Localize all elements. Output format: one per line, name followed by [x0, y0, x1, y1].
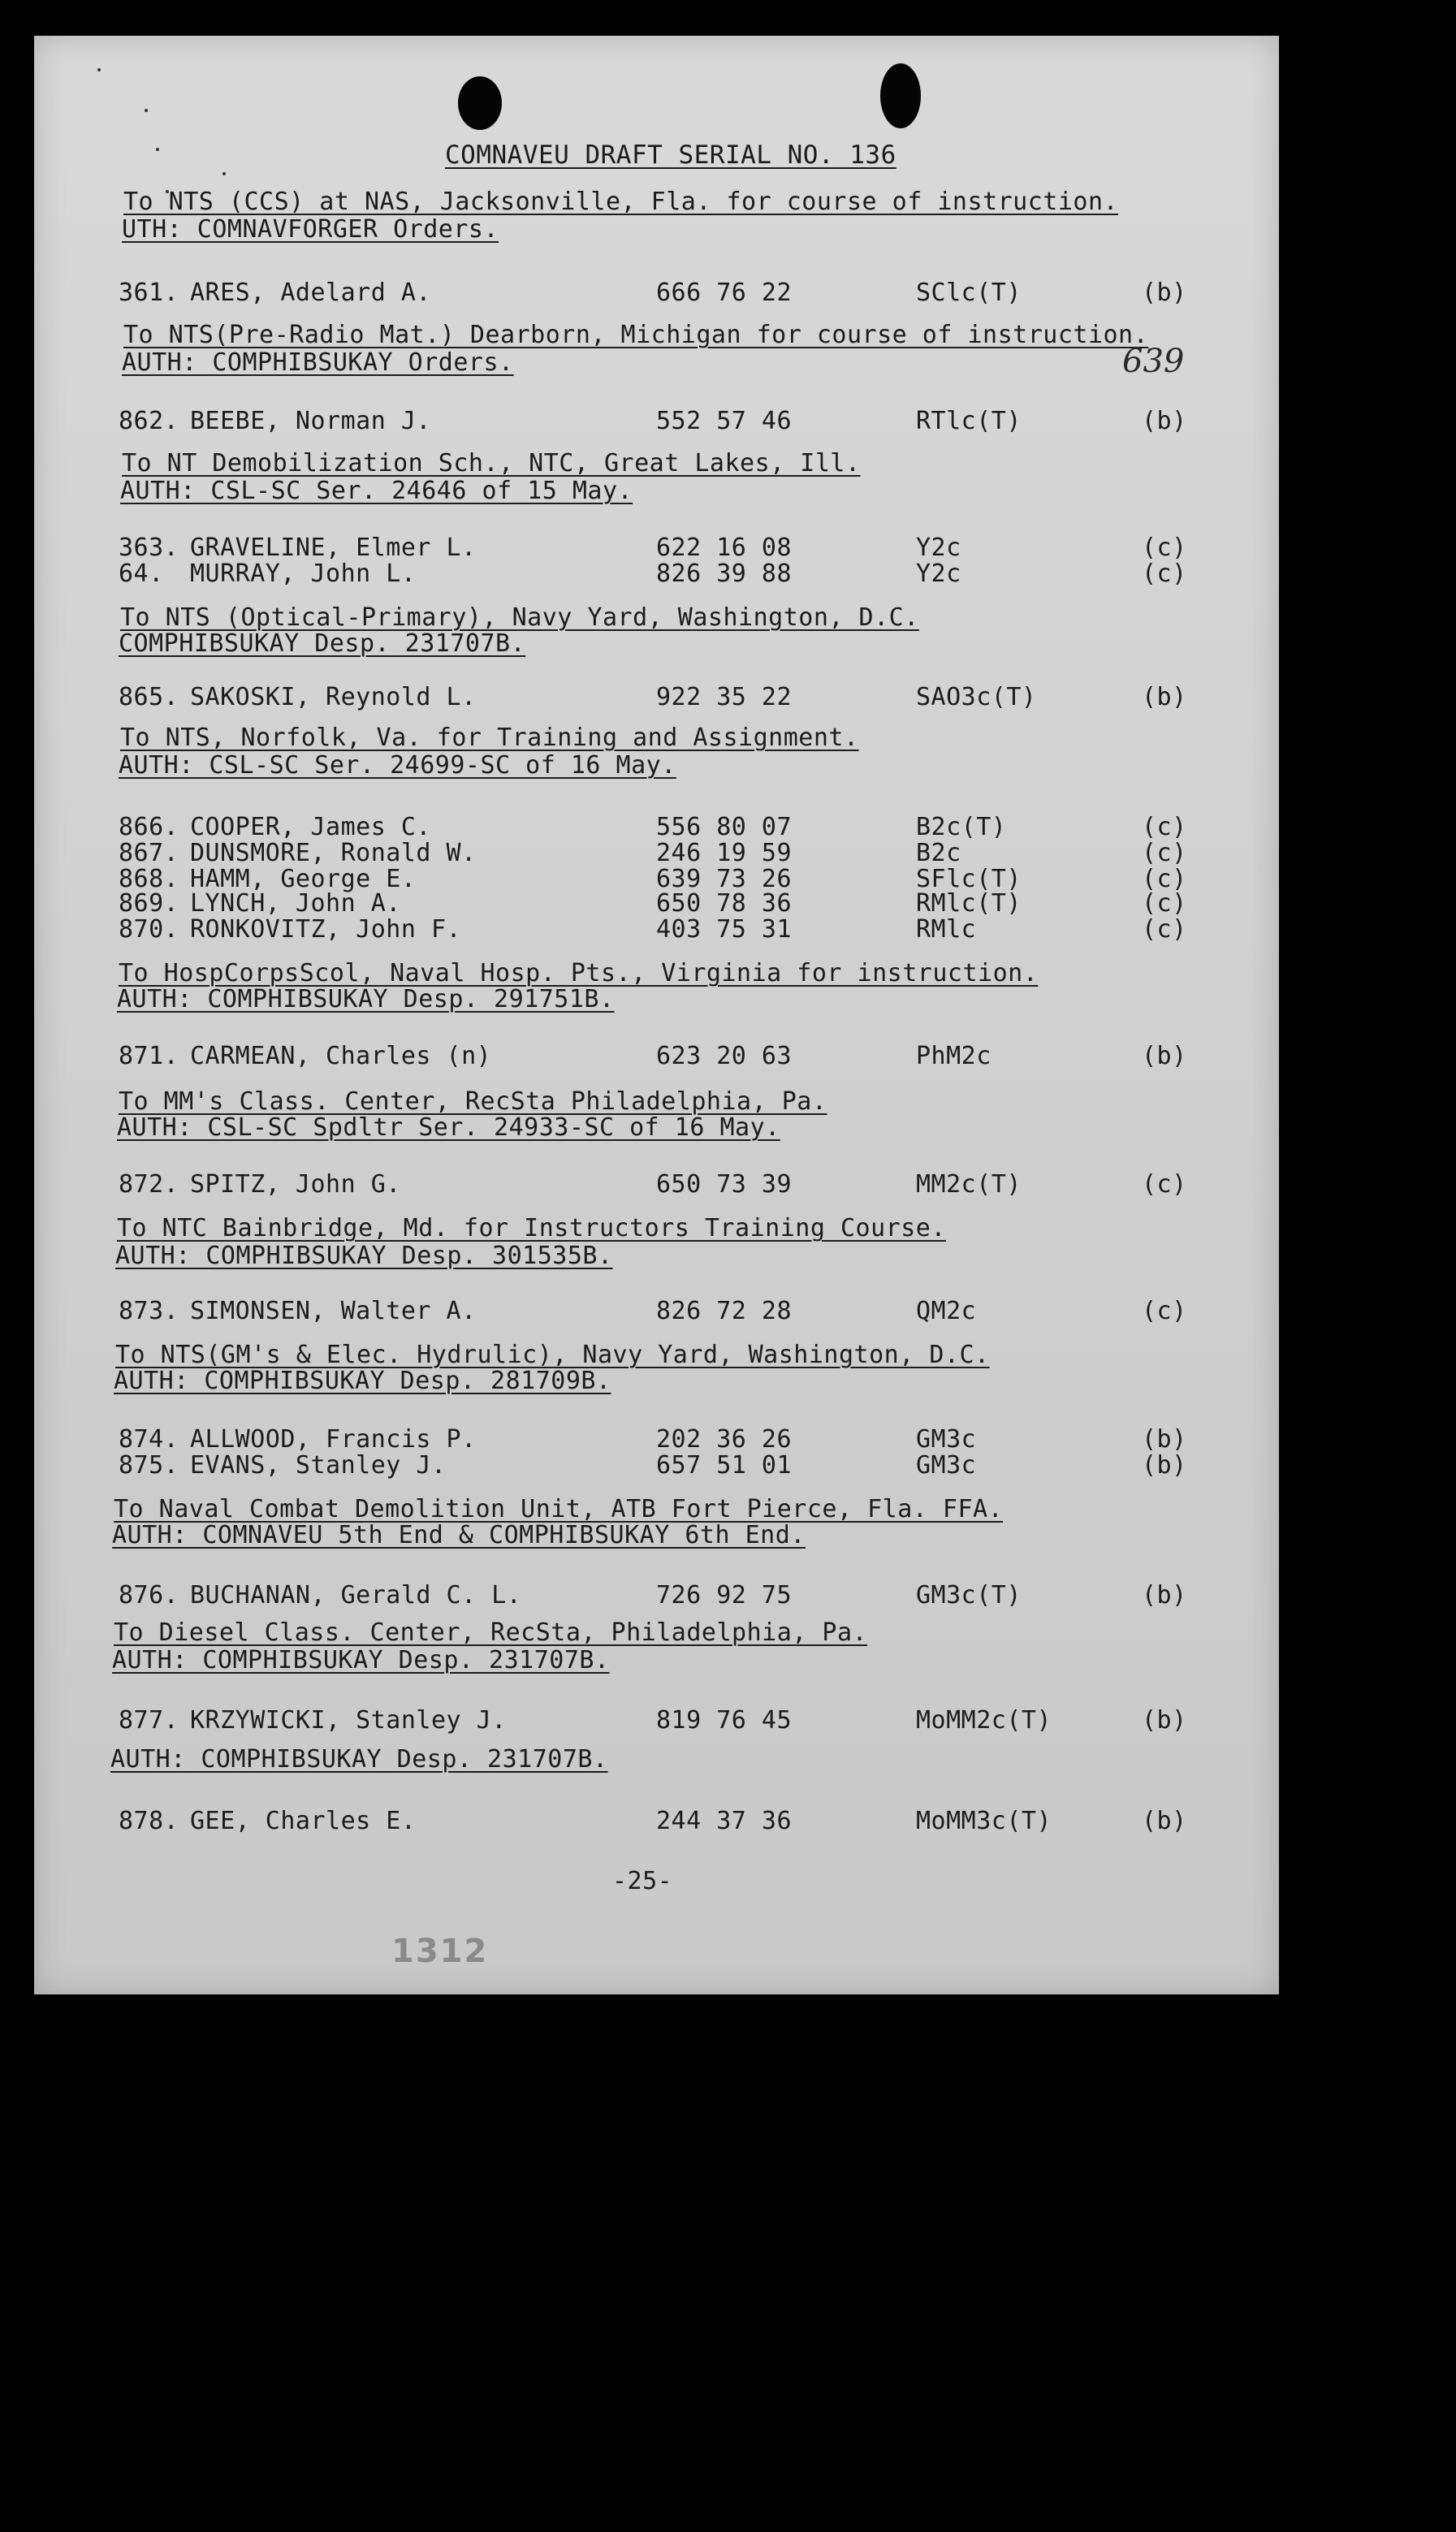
entry-rate: GM3c — [916, 1451, 977, 1480]
entry-code: (b) — [1142, 1042, 1187, 1070]
entry-rate: GM3c(T) — [916, 1581, 1022, 1610]
entry-rate: Y2c — [916, 534, 961, 562]
entry-number: 361. — [119, 279, 179, 307]
entry-serial: 623 20 63 — [656, 1042, 793, 1070]
speck — [97, 68, 101, 71]
entry-serial: 552 57 46 — [656, 407, 793, 435]
entry-rate: MoMM2c(T) — [916, 1706, 1052, 1735]
entry-number: 868. — [119, 865, 179, 893]
entry-code: (b) — [1142, 1581, 1187, 1610]
entry-name: ARES, Adelard A. — [190, 279, 431, 307]
entry-code: (c) — [1142, 813, 1187, 841]
authority-line: AUTH: COMNAVEU 5th End & COMPHIBSUKAY 6th End. — [112, 1521, 806, 1549]
document-title: COMNAVEU DRAFT SERIAL NO. 136 — [445, 140, 896, 170]
entry-serial: 403 75 31 — [656, 915, 793, 944]
entry-number: 866. — [119, 813, 179, 841]
entry-rate: SFlc(T) — [916, 865, 1022, 893]
entry-number: 874. — [119, 1425, 179, 1454]
entry-serial: 726 92 75 — [656, 1581, 793, 1610]
entry-code: (b) — [1142, 1451, 1187, 1480]
entry-number: 875. — [119, 1451, 179, 1480]
entry-serial: 556 80 07 — [656, 813, 793, 841]
entry-serial: 622 16 08 — [656, 534, 793, 562]
entry-code: (b) — [1142, 683, 1187, 711]
entry-serial: 826 72 28 — [656, 1297, 793, 1325]
entry-serial: 666 76 22 — [656, 279, 793, 307]
entry-name: MURRAY, John L. — [190, 560, 417, 588]
stamp-number: 1312 — [391, 1933, 489, 1970]
entry-number: 877. — [119, 1706, 179, 1735]
entry-name: ALLWOOD, Francis P. — [190, 1425, 477, 1454]
destination-line: To NT Demobilization Sch., NTC, Great Lakes, Ill. — [122, 449, 861, 477]
entry-serial: 826 39 88 — [656, 560, 793, 588]
entry-rate: RTlc(T) — [916, 407, 1022, 435]
entry-serial: 657 51 01 — [656, 1451, 793, 1480]
entry-code: (b) — [1142, 1807, 1187, 1835]
entry-name: EVANS, Stanley J. — [190, 1451, 447, 1480]
entry-serial: 639 73 26 — [656, 865, 793, 893]
entry-rate: SAO3c(T) — [916, 683, 1037, 711]
entry-name: DUNSMORE, Ronald W. — [190, 839, 477, 867]
authority-line: AUTH: CSL-SC Spdltr Ser. 24933-SC of 16 May. — [117, 1113, 780, 1142]
entry-name: SIMONSEN, Walter A. — [190, 1297, 477, 1325]
entry-serial: 922 35 22 — [656, 683, 793, 711]
authority-line: AUTH: CSL-SC Ser. 24699-SC of 16 May. — [119, 751, 676, 780]
authority-line: AUTH: COMPHIBSUKAY Desp. 231707B. — [112, 1646, 610, 1674]
entry-name: CARMEAN, Charles (n) — [190, 1042, 492, 1070]
destination-line: To Diesel Class. Center, RecSta, Philadelphia, Pa. — [114, 1618, 868, 1647]
entry-name: COOPER, James C. — [190, 813, 431, 841]
entry-serial: 246 19 59 — [656, 839, 793, 867]
entry-code: (b) — [1142, 1706, 1187, 1735]
entry-serial: 202 36 26 — [656, 1425, 793, 1454]
authority-line: AUTH: COMPHIBSUKAY Desp. 281709B. — [114, 1367, 611, 1395]
entry-number: 865. — [119, 683, 179, 711]
page-number: -25- — [612, 1867, 673, 1895]
handwritten-mark: 639 — [1122, 343, 1185, 380]
entry-name: BEEBE, Norman J. — [190, 407, 431, 435]
entry-rate: GM3c — [916, 1425, 977, 1454]
entry-number: 363. — [119, 534, 179, 562]
entry-number: 878. — [119, 1807, 179, 1835]
entry-number: 876. — [119, 1581, 179, 1610]
entry-number: 64. — [119, 560, 164, 588]
authority-line: AUTH: COMPHIBSUKAY Desp. 231707B. — [110, 1745, 608, 1774]
entry-number: 870. — [119, 915, 179, 944]
entry-code: (c) — [1142, 534, 1187, 562]
entry-name: BUCHANAN, Gerald C. L. — [190, 1581, 522, 1610]
entry-rate: QM2c — [916, 1297, 977, 1325]
entry-number: 872. — [119, 1170, 179, 1199]
entry-code: (c) — [1142, 560, 1187, 588]
document-sheet — [34, 36, 1279, 1994]
entry-number: 873. — [119, 1297, 179, 1325]
entry-code: (b) — [1142, 279, 1187, 307]
entry-number: 871. — [119, 1042, 179, 1070]
authority-line: UTH: COMNAVFORGER Orders. — [122, 215, 499, 244]
entry-code: (b) — [1142, 407, 1187, 435]
entry-rate: MM2c(T) — [916, 1170, 1022, 1199]
speck — [145, 109, 148, 112]
entry-rate: Y2c — [916, 560, 961, 588]
punch-hole-right — [880, 63, 921, 128]
destination-line: To NTS(Pre-Radio Mat.) Dearborn, Michigan for course of instruction. — [123, 321, 1149, 349]
entry-code: (c) — [1142, 1170, 1187, 1199]
entry-serial: 819 76 45 — [656, 1706, 793, 1735]
destination-line: To NTC Bainbridge, Md. for Instructors Training Course. — [117, 1214, 946, 1242]
entry-code: (c) — [1142, 839, 1187, 867]
destination-line: To NTS, Norfolk, Va. for Training and Assignment. — [120, 724, 859, 752]
punch-hole-left — [458, 76, 502, 130]
entry-rate: B2c — [916, 839, 961, 867]
entry-rate: SClc(T) — [916, 279, 1022, 307]
entry-code: (c) — [1142, 865, 1187, 893]
entry-rate: MoMM3c(T) — [916, 1807, 1052, 1835]
authority-line: AUTH: COMPHIBSUKAY Orders. — [122, 348, 514, 377]
authority-line: AUTH: CSL-SC Ser. 24646 of 15 May. — [120, 477, 633, 505]
entry-number: 862. — [119, 407, 179, 435]
entry-name: SAKOSKI, Reynold L. — [190, 683, 477, 711]
entry-rate: RMlc — [916, 915, 977, 944]
authority-line: AUTH: COMPHIBSUKAY Desp. 301535B. — [115, 1242, 613, 1270]
authority-line: AUTH: COMPHIBSUKAY Desp. 291751B. — [117, 985, 615, 1013]
destination-line: To HospCorpsScol, Naval Hosp. Pts., Virginia for instruction. — [119, 959, 1039, 987]
entry-code: (c) — [1142, 915, 1187, 944]
entry-rate: RMlc(T) — [916, 889, 1022, 918]
authority-line: COMPHIBSUKAY Desp. 231707B. — [119, 629, 526, 658]
entry-name: HAMM, George E. — [190, 865, 417, 893]
entry-serial: 650 78 36 — [656, 889, 793, 918]
speck — [156, 148, 159, 151]
entry-name: GEE, Charles E. — [190, 1807, 417, 1835]
entry-number: 867. — [119, 839, 179, 867]
entry-name: SPITZ, John G. — [190, 1170, 401, 1199]
entry-name: KRZYWICKI, Stanley J. — [190, 1706, 507, 1735]
entry-rate: B2c(T) — [916, 813, 1007, 841]
entry-name: GRAVELINE, Elmer L. — [190, 534, 477, 562]
destination-line: To NTS (Optical-Primary), Navy Yard, Washington, D.C. — [120, 603, 919, 632]
entry-name: RONKOVITZ, John F. — [190, 915, 462, 944]
entry-code: (c) — [1142, 1297, 1187, 1325]
entry-code: (b) — [1142, 1425, 1187, 1454]
entry-serial: 244 37 36 — [656, 1807, 793, 1835]
speck — [223, 172, 226, 175]
destination-line: To NTS (CCS) at NAS, Jacksonville, Fla. for course of instruction. — [123, 188, 1119, 216]
entry-code: (c) — [1142, 889, 1187, 918]
entry-serial: 650 73 39 — [656, 1170, 793, 1199]
entry-number: 869. — [119, 889, 179, 918]
destination-line: To Naval Combat Demolition Unit, ATB Fort Pierce, Fla. FFA. — [114, 1495, 1004, 1523]
entry-name: LYNCH, John A. — [190, 889, 401, 918]
destination-line: To MM's Class. Center, RecSta Philadelphia, Pa. — [119, 1087, 827, 1116]
entry-rate: PhM2c — [916, 1042, 992, 1070]
destination-line: To NTS(GM's & Elec. Hydrulic), Navy Yard, Washington, D.C. — [115, 1341, 990, 1369]
